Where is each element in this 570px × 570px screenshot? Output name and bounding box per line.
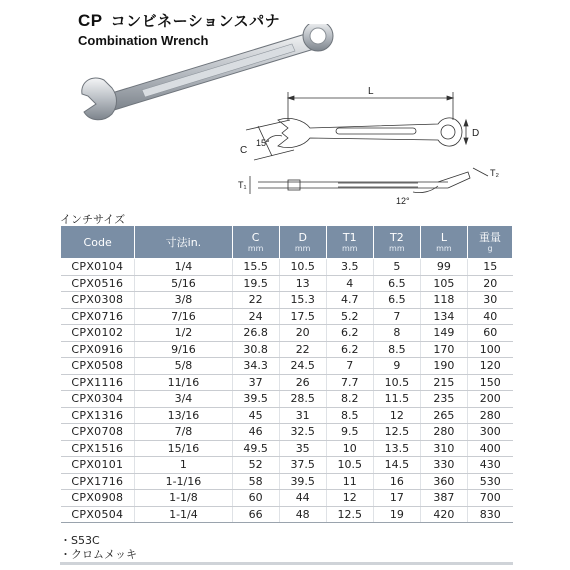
table-row bbox=[61, 358, 513, 375]
table-cell: 300 bbox=[467, 424, 512, 441]
table-cell: 60 bbox=[232, 490, 279, 507]
table-cell: 19.5 bbox=[232, 275, 279, 292]
table-cell: 9.5 bbox=[326, 424, 373, 441]
table-cell: 8.5 bbox=[373, 341, 420, 358]
table-cell: 13 bbox=[279, 275, 326, 292]
table-cell: CPX1716 bbox=[61, 473, 135, 490]
table-cell: 8.5 bbox=[326, 407, 373, 424]
table-cell: 6.5 bbox=[373, 292, 420, 309]
table-cell: 12.5 bbox=[326, 506, 373, 523]
dim-T1-label: T₁ bbox=[238, 180, 247, 190]
table-cell: 5.2 bbox=[326, 308, 373, 325]
section-label-inch-size: インチサイズ bbox=[60, 213, 126, 226]
table-cell: 170 bbox=[420, 341, 467, 358]
table-cell: 420 bbox=[420, 506, 467, 523]
table-cell: 3.5 bbox=[326, 259, 373, 276]
note-material: ・S53C bbox=[60, 534, 100, 547]
table-cell: 16 bbox=[373, 473, 420, 490]
table-cell: 24 bbox=[232, 308, 279, 325]
column-header-label: C bbox=[251, 230, 260, 244]
table-cell: 700 bbox=[467, 490, 512, 507]
table-cell: 6.5 bbox=[373, 275, 420, 292]
table-cell: CPX0308 bbox=[61, 292, 135, 309]
table-cell: 45 bbox=[232, 407, 279, 424]
table-cell: 190 bbox=[420, 358, 467, 375]
column-header-unit: mm bbox=[294, 243, 311, 253]
table-cell: 24.5 bbox=[279, 358, 326, 375]
column-header-label: 寸法in. bbox=[165, 235, 202, 249]
table-cell: 26 bbox=[279, 374, 326, 391]
table-cell: CPX1316 bbox=[61, 407, 135, 424]
table-cell: 3/4 bbox=[135, 391, 232, 408]
column-header bbox=[279, 226, 326, 259]
table-cell: 3/8 bbox=[135, 292, 232, 309]
table-cell: 10 bbox=[326, 440, 373, 457]
table-cell: 20 bbox=[467, 275, 512, 292]
table-cell: 387 bbox=[420, 490, 467, 507]
table-cell: 120 bbox=[467, 358, 512, 375]
table-cell: 20 bbox=[279, 325, 326, 342]
table-cell: 10.5 bbox=[326, 457, 373, 474]
table-row bbox=[61, 259, 513, 276]
table-cell: 1-1/16 bbox=[135, 473, 232, 490]
table-cell: 134 bbox=[420, 308, 467, 325]
table-cell: 1/2 bbox=[135, 325, 232, 342]
angle-12-label: 12° bbox=[396, 196, 410, 206]
table-cell: 37 bbox=[232, 374, 279, 391]
table-cell: 100 bbox=[467, 341, 512, 358]
column-header-label: D bbox=[298, 230, 307, 244]
table-cell: 30.8 bbox=[232, 341, 279, 358]
table-cell: 11/16 bbox=[135, 374, 232, 391]
column-header bbox=[373, 226, 420, 259]
table-cell: 330 bbox=[420, 457, 467, 474]
table-cell: 10.5 bbox=[373, 374, 420, 391]
table-cell: 360 bbox=[420, 473, 467, 490]
table-cell: 15 bbox=[467, 259, 512, 276]
table-cell: 7/16 bbox=[135, 308, 232, 325]
table-cell: 1-1/8 bbox=[135, 490, 232, 507]
dim-D-label: D bbox=[472, 128, 480, 139]
column-header bbox=[467, 226, 512, 259]
table-cell: 13/16 bbox=[135, 407, 232, 424]
table-cell: 6.2 bbox=[326, 325, 373, 342]
table-cell: 66 bbox=[232, 506, 279, 523]
table-row bbox=[61, 407, 513, 424]
table-cell: 30 bbox=[467, 292, 512, 309]
table-row bbox=[61, 424, 513, 441]
product-title-en: Combination Wrench bbox=[78, 33, 209, 48]
table-cell: CPX0508 bbox=[61, 358, 135, 375]
table-cell: 8.2 bbox=[326, 391, 373, 408]
table-cell: CPX1516 bbox=[61, 440, 135, 457]
table-row bbox=[61, 506, 513, 523]
table-cell: 7/8 bbox=[135, 424, 232, 441]
table-cell: 5 bbox=[373, 259, 420, 276]
table-cell: 7.7 bbox=[326, 374, 373, 391]
table-cell: 235 bbox=[420, 391, 467, 408]
table-cell: 28.5 bbox=[279, 391, 326, 408]
table-row bbox=[61, 374, 513, 391]
table-cell: CPX0516 bbox=[61, 275, 135, 292]
table-row bbox=[61, 391, 513, 408]
table-cell: 31 bbox=[279, 407, 326, 424]
table-cell: 46 bbox=[232, 424, 279, 441]
table-cell: 530 bbox=[467, 473, 512, 490]
column-header-label: T1 bbox=[342, 230, 357, 244]
table-cell: 400 bbox=[467, 440, 512, 457]
table-cell: 37.5 bbox=[279, 457, 326, 474]
table-cell: 19 bbox=[373, 506, 420, 523]
table-cell: CPX0101 bbox=[61, 457, 135, 474]
table-cell: CPX0916 bbox=[61, 341, 135, 358]
column-header bbox=[326, 226, 373, 259]
table-cell: 830 bbox=[467, 506, 512, 523]
table-cell: 32.5 bbox=[279, 424, 326, 441]
angle-15-label: 15° bbox=[256, 138, 270, 148]
column-header bbox=[420, 226, 467, 259]
table-cell: 52 bbox=[232, 457, 279, 474]
table-cell: CPX0716 bbox=[61, 308, 135, 325]
table-cell: 12 bbox=[326, 490, 373, 507]
table-cell: 15/16 bbox=[135, 440, 232, 457]
table-cell: 14.5 bbox=[373, 457, 420, 474]
column-header-unit: mm bbox=[341, 243, 358, 253]
table-cell: 9/16 bbox=[135, 341, 232, 358]
table-cell: 35 bbox=[279, 440, 326, 457]
notes bbox=[60, 534, 137, 562]
table-cell: 12 bbox=[373, 407, 420, 424]
table-cell: 149 bbox=[420, 325, 467, 342]
table-header-row bbox=[61, 226, 513, 259]
table-row bbox=[61, 440, 513, 457]
table-cell: CPX0104 bbox=[61, 259, 135, 276]
table-cell: 1-1/4 bbox=[135, 506, 232, 523]
table-cell: 60 bbox=[467, 325, 512, 342]
column-header bbox=[135, 226, 232, 259]
table-cell: 11.5 bbox=[373, 391, 420, 408]
table-cell: 49.5 bbox=[232, 440, 279, 457]
table-cell: CPX0504 bbox=[61, 506, 135, 523]
dimension-diagram bbox=[238, 80, 508, 210]
table-cell: CPX0102 bbox=[61, 325, 135, 342]
table-cell: 39.5 bbox=[279, 473, 326, 490]
table-cell: 13.5 bbox=[373, 440, 420, 457]
table-cell: 1 bbox=[135, 457, 232, 474]
column-header-label: 重量 bbox=[478, 230, 501, 244]
table-cell: 150 bbox=[467, 374, 512, 391]
table-cell: CPX0908 bbox=[61, 490, 135, 507]
column-header-label: L bbox=[440, 230, 447, 244]
table-cell: 5/8 bbox=[135, 358, 232, 375]
table-cell: 48 bbox=[279, 506, 326, 523]
table-cell: 44 bbox=[279, 490, 326, 507]
table-cell: 11 bbox=[326, 473, 373, 490]
table-row bbox=[61, 325, 513, 342]
table-cell: 26.8 bbox=[232, 325, 279, 342]
table-cell: CPX1116 bbox=[61, 374, 135, 391]
table-cell: CPX0304 bbox=[61, 391, 135, 408]
table-cell: 17 bbox=[373, 490, 420, 507]
product-code: CP bbox=[78, 11, 103, 30]
table-cell: 265 bbox=[420, 407, 467, 424]
table-cell: 10.5 bbox=[279, 259, 326, 276]
spec-table bbox=[60, 225, 513, 523]
table-cell: 280 bbox=[420, 424, 467, 441]
table-cell: 34.3 bbox=[232, 358, 279, 375]
table-cell: 22 bbox=[279, 341, 326, 358]
table-cell: 118 bbox=[420, 292, 467, 309]
table-cell: 280 bbox=[467, 407, 512, 424]
product-name-jp: コンビネーションスパナ bbox=[110, 12, 281, 30]
table-cell: 6.2 bbox=[326, 341, 373, 358]
table-cell: 12.5 bbox=[373, 424, 420, 441]
table-row bbox=[61, 490, 513, 507]
dim-T2-label: T₂ bbox=[490, 168, 499, 178]
dim-C-label: C bbox=[240, 145, 248, 156]
table-row bbox=[61, 341, 513, 358]
table-row bbox=[61, 457, 513, 474]
table-cell: 4 bbox=[326, 275, 373, 292]
column-header-unit: mm bbox=[247, 243, 264, 253]
table-cell: CPX0708 bbox=[61, 424, 135, 441]
table-cell: 39.5 bbox=[232, 391, 279, 408]
table-row bbox=[61, 308, 513, 325]
dim-L-label: L bbox=[368, 86, 374, 97]
table-cell: 310 bbox=[420, 440, 467, 457]
column-header-label: T2 bbox=[389, 230, 404, 244]
column-header-label: Code bbox=[83, 235, 112, 249]
table-cell: 15.3 bbox=[279, 292, 326, 309]
bottom-rule bbox=[60, 562, 513, 565]
column-header-unit: mm bbox=[436, 243, 452, 253]
table-cell: 17.5 bbox=[279, 308, 326, 325]
note-plating: ・クロムメッキ bbox=[60, 548, 137, 561]
table-cell: 105 bbox=[420, 275, 467, 292]
table-row bbox=[61, 292, 513, 309]
table-cell: 430 bbox=[467, 457, 512, 474]
column-header-unit: mm bbox=[389, 243, 405, 253]
table-cell: 215 bbox=[420, 374, 467, 391]
table-body bbox=[61, 259, 513, 523]
table-cell: 99 bbox=[420, 259, 467, 276]
table-cell: 9 bbox=[373, 358, 420, 375]
column-header bbox=[232, 226, 279, 259]
table-cell: 5/16 bbox=[135, 275, 232, 292]
table-cell: 4.7 bbox=[326, 292, 373, 309]
table-row bbox=[61, 275, 513, 292]
table-cell: 15.5 bbox=[232, 259, 279, 276]
column-header bbox=[61, 226, 135, 259]
table-cell: 1/4 bbox=[135, 259, 232, 276]
column-header-unit: g bbox=[487, 243, 493, 253]
table-cell: 200 bbox=[467, 391, 512, 408]
table-cell: 8 bbox=[373, 325, 420, 342]
table-cell: 40 bbox=[467, 308, 512, 325]
table-row bbox=[61, 473, 513, 490]
table-cell: 58 bbox=[232, 473, 279, 490]
table-cell: 22 bbox=[232, 292, 279, 309]
table-cell: 7 bbox=[373, 308, 420, 325]
table-cell: 7 bbox=[326, 358, 373, 375]
